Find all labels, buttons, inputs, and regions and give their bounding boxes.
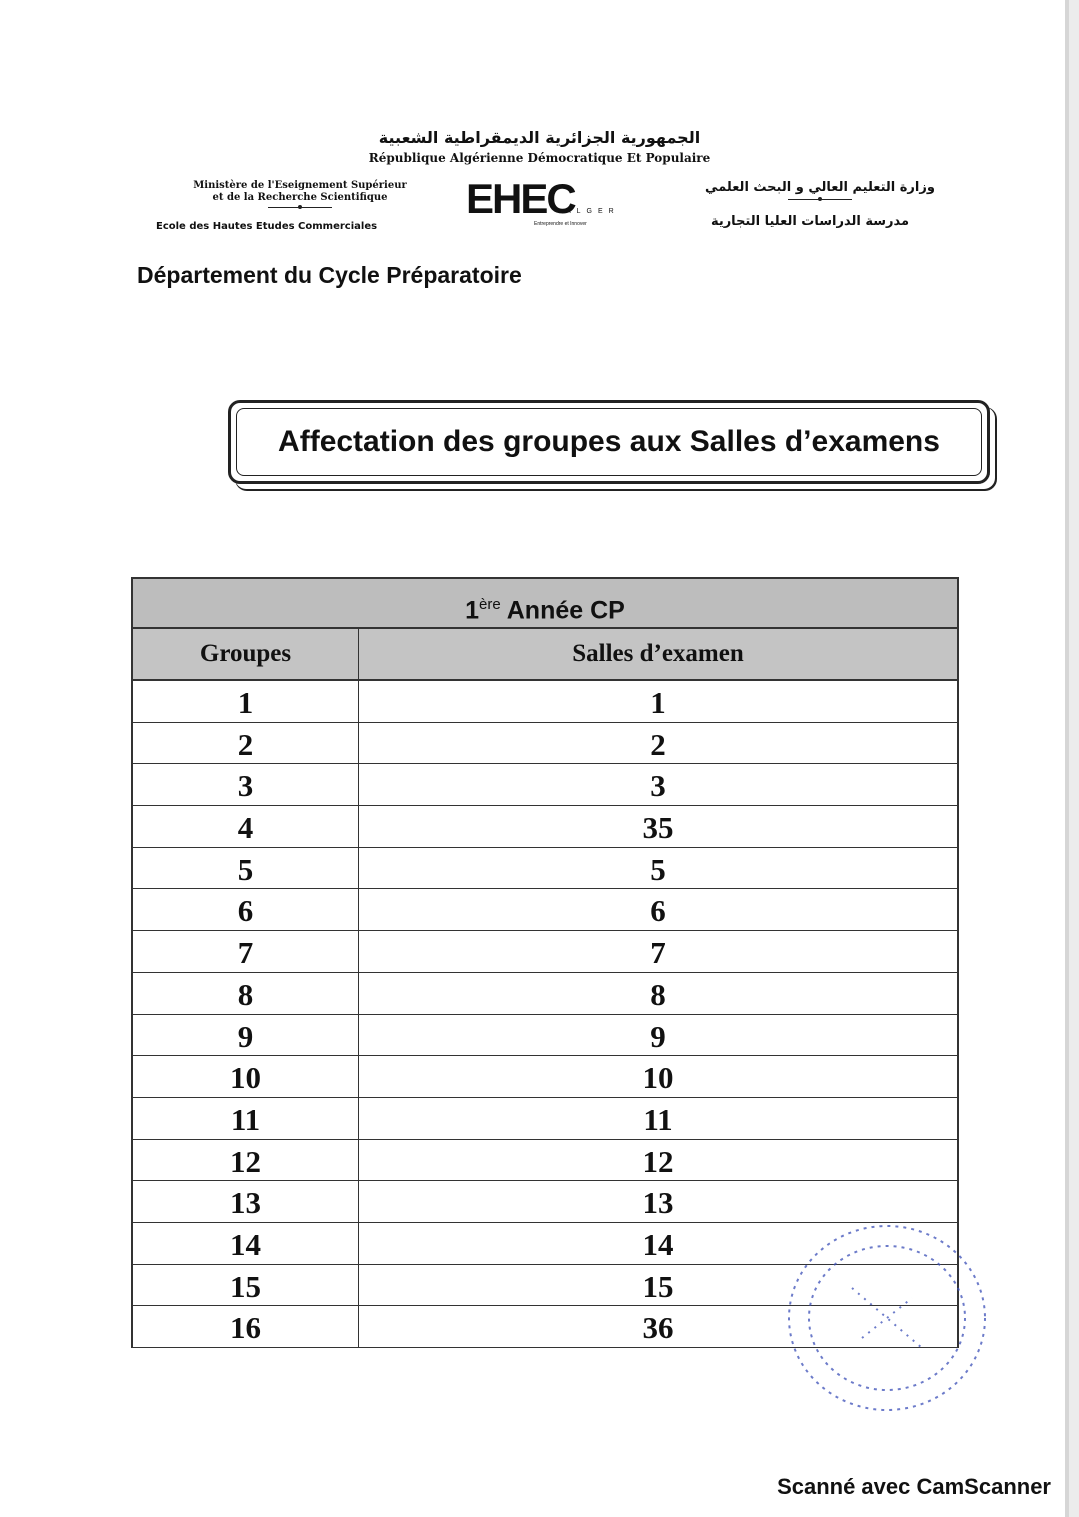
table-row bbox=[133, 723, 957, 765]
room-cell: 9 bbox=[650, 1018, 666, 1054]
table-row bbox=[133, 1098, 957, 1140]
room-cell: 5 bbox=[650, 851, 666, 887]
room-cell: 11 bbox=[643, 1101, 673, 1137]
table-row bbox=[133, 764, 957, 806]
column-header-rooms: Salles d’examen bbox=[572, 640, 744, 667]
republic-title-french: République Algérienne Démocratique Et Populaire bbox=[368, 151, 711, 165]
caption-superscript: ère bbox=[479, 596, 501, 613]
room-cell: 1 bbox=[650, 685, 666, 720]
room-cell: 7 bbox=[650, 935, 666, 971]
room-cell: 14 bbox=[642, 1226, 674, 1262]
room-cell: 35 bbox=[642, 810, 674, 846]
room-cell: 13 bbox=[642, 1185, 674, 1221]
room-cell: 8 bbox=[650, 976, 666, 1012]
school-name-arabic: مدرسة الدراسات العليا التجارية bbox=[710, 214, 910, 229]
ministry-french bbox=[150, 180, 450, 214]
ehec-logo bbox=[466, 175, 641, 232]
group-cell: 7 bbox=[133, 931, 359, 972]
page-title: Affectation des groupes aux Salles d’examens bbox=[278, 425, 940, 458]
room-cell: 6 bbox=[650, 893, 666, 929]
group-cell: 13 bbox=[133, 1181, 359, 1222]
scanner-watermark: Scanné avec CamScanner bbox=[777, 1474, 1051, 1499]
group-cell: 2 bbox=[133, 723, 359, 764]
table-row bbox=[133, 973, 957, 1015]
table-row bbox=[133, 889, 957, 931]
ministry-arabic-text: وزارة التعليم العالي و البحث العلمي bbox=[705, 180, 935, 195]
group-cell: 1 bbox=[133, 681, 359, 722]
table-row bbox=[133, 1140, 957, 1182]
room-cell: 3 bbox=[650, 768, 666, 804]
logo-mark: EHEC bbox=[466, 175, 575, 222]
group-cell: 10 bbox=[133, 1056, 359, 1097]
scan-edge bbox=[1065, 0, 1079, 1517]
group-cell: 16 bbox=[133, 1306, 359, 1347]
caption-suffix: Année CP bbox=[500, 596, 625, 625]
table-row bbox=[133, 1181, 957, 1223]
caption-prefix: 1 bbox=[465, 596, 480, 625]
school-name-french: Ecole des Hautes Etudes Commerciales bbox=[156, 221, 378, 232]
ministry-arabic bbox=[690, 180, 950, 206]
group-cell: 5 bbox=[133, 848, 359, 889]
table-row bbox=[133, 681, 957, 723]
ministry-french-line1: Ministère de l'Eseignement Supérieur bbox=[193, 180, 407, 191]
ministry-french-line2: et de la Recherche Scientifique bbox=[212, 192, 388, 203]
divider-arabic bbox=[788, 199, 852, 206]
official-stamp bbox=[782, 1218, 992, 1418]
group-cell: 6 bbox=[133, 889, 359, 930]
room-cell: 36 bbox=[642, 1310, 674, 1346]
group-cell: 12 bbox=[133, 1140, 359, 1181]
group-cell: 11 bbox=[133, 1098, 359, 1139]
room-cell: 15 bbox=[642, 1268, 674, 1304]
department-title: Département du Cycle Préparatoire bbox=[137, 262, 522, 288]
group-cell: 3 bbox=[133, 764, 359, 805]
table-caption bbox=[131, 577, 959, 629]
group-cell: 4 bbox=[133, 806, 359, 847]
group-cell: 14 bbox=[133, 1223, 359, 1264]
table-row bbox=[133, 931, 957, 973]
table-row bbox=[133, 848, 957, 890]
room-cell: 2 bbox=[650, 726, 666, 762]
title-box bbox=[228, 400, 990, 484]
logo-tagline: Entreprendre et Innover bbox=[534, 221, 587, 227]
group-cell: 15 bbox=[133, 1265, 359, 1306]
group-cell: 9 bbox=[133, 1015, 359, 1056]
table-row bbox=[133, 806, 957, 848]
table-row bbox=[133, 1056, 957, 1098]
table-row bbox=[133, 1015, 957, 1057]
table-header-row bbox=[131, 629, 959, 681]
divider bbox=[268, 207, 332, 214]
group-cell: 8 bbox=[133, 973, 359, 1014]
room-cell: 10 bbox=[642, 1060, 674, 1096]
column-header-groups: Groupes bbox=[133, 629, 359, 679]
republic-title-arabic: الجمهورية الجزائرية الديمقراطية الشعبية bbox=[378, 128, 701, 147]
logo-sub: ALGER bbox=[566, 208, 620, 215]
room-cell: 12 bbox=[642, 1143, 674, 1179]
